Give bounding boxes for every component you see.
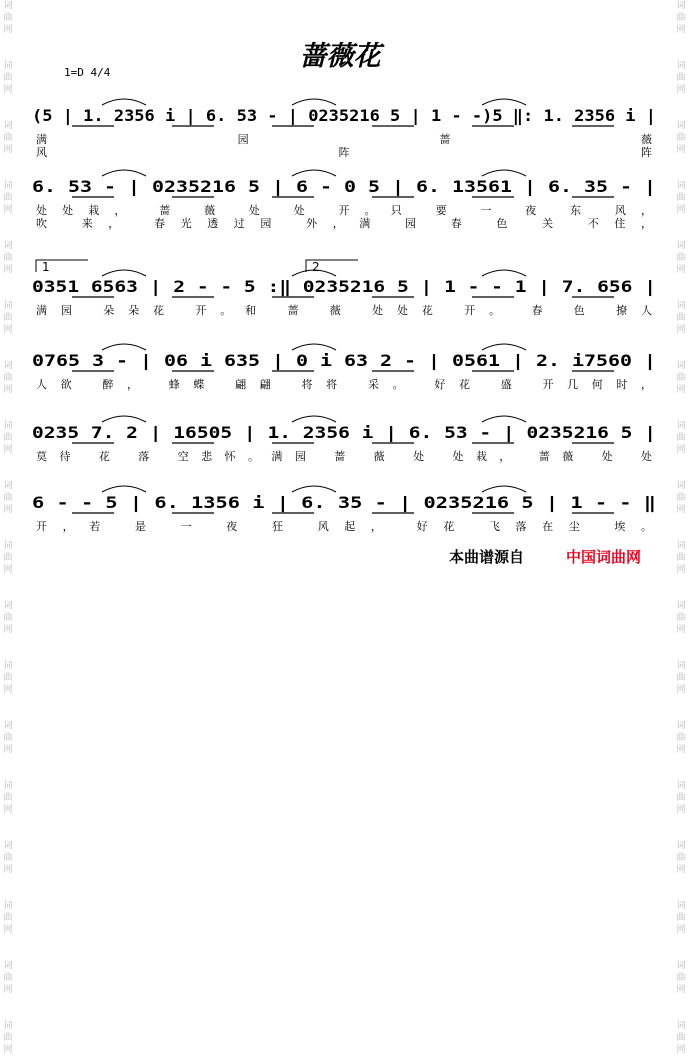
slur-arc bbox=[102, 344, 146, 350]
slur-arc bbox=[482, 344, 526, 350]
slur-arc bbox=[102, 416, 146, 422]
lyric-line: 人欲 醉， 蜂蝶 翩翩 将将 采。 好花 盛 开几何时， bbox=[36, 378, 652, 391]
slur-arc bbox=[482, 270, 526, 276]
slur-arc bbox=[482, 170, 526, 176]
key-signature: 1=D 4/4 bbox=[64, 66, 111, 79]
score-row bbox=[32, 344, 656, 391]
notation-line: 0351 6563 | 2 - - 5 :‖ 0235216 5 | 1 - - 1 | 7. 656 | bbox=[32, 277, 543, 296]
volta-number: 1 bbox=[42, 260, 50, 274]
brand-name[interactable]: 中国词曲网 bbox=[566, 548, 642, 566]
slur-arc bbox=[482, 416, 526, 422]
score-row bbox=[32, 170, 656, 230]
notation-line: 6 - - 5 | 6. 1356 i | 6. 35 - | 0235216 5 | 1 - - ‖ bbox=[32, 493, 524, 512]
score-row bbox=[32, 99, 656, 159]
notation-line: 0765 3 - | 06 i 635 | 0 i 63 2 - | 0561 | 2. i7560 | bbox=[32, 351, 533, 370]
slur-arc bbox=[292, 344, 336, 350]
lyric-line: 吹 来， 春光透过园 外，满 园 春 色 关 不住， bbox=[36, 217, 653, 230]
lyric-line: 满园 朵朵花 开。和 蔷 薇 处处花 开。 春 色 撩人 bbox=[36, 304, 652, 317]
lyric-line: 开，若 是 一 夜 狂 风起， 好花 飞落在尘 埃。 bbox=[36, 520, 653, 533]
source-label: 本曲谱源自 bbox=[449, 548, 525, 566]
notation-line: (5 | 1. 2356 i | 6. 53 - | 0235216 5 | 1 - -)5 ‖: 1. 2356 i | bbox=[32, 106, 620, 125]
volta-number: 2 bbox=[312, 260, 320, 274]
notation-line: 6. 53 - | 0235216 5 | 6 - 0 5 | 6. 13561 | 6. 35 - | bbox=[32, 177, 533, 196]
slur-arc bbox=[482, 99, 526, 105]
lyric-line: 风 阵 阵 bbox=[36, 146, 652, 159]
notation-line: 0235 7. 2 | 16505 | 1. 2356 i | 6. 53 - | 0235216 5 | bbox=[32, 423, 543, 442]
song-title: 蔷薇花 bbox=[299, 41, 381, 72]
slur-arc bbox=[102, 99, 146, 105]
slur-arc bbox=[482, 486, 526, 492]
lyric-line: 满 园 蔷 薇 bbox=[36, 133, 652, 146]
side-watermark-right: 词曲网 词曲网 词曲网 词曲网 词曲网 词曲网 词曲网 词曲网 词曲网 词曲网 词曲网 词曲网 词曲网 词曲网 词曲网 词曲网 词曲网 词曲网 bbox=[676, 1, 686, 1055]
score-row bbox=[32, 486, 656, 533]
score-row bbox=[32, 260, 656, 317]
slur-arc bbox=[292, 486, 336, 492]
slur-arc bbox=[292, 170, 336, 176]
slur-arc bbox=[292, 416, 336, 422]
slur-arc bbox=[292, 99, 336, 105]
lyric-line: 处处栽， 蔷 薇 处 处 开。只 要 一 夜 东 风， bbox=[36, 204, 652, 217]
lyric-line: 莫待 花 落 空悲怀。满园 蔷 薇 处 处栽， 蔷薇 处 处 bbox=[36, 450, 652, 463]
score-row bbox=[32, 416, 656, 463]
slur-arc bbox=[102, 486, 146, 492]
slur-arc bbox=[102, 170, 146, 176]
side-watermark-left: 词曲网 词曲网 词曲网 词曲网 词曲网 词曲网 词曲网 词曲网 词曲网 词曲网 词曲网 词曲网 词曲网 词曲网 词曲网 词曲网 词曲网 词曲网 bbox=[3, 1, 13, 1055]
slur-arc bbox=[102, 270, 146, 276]
